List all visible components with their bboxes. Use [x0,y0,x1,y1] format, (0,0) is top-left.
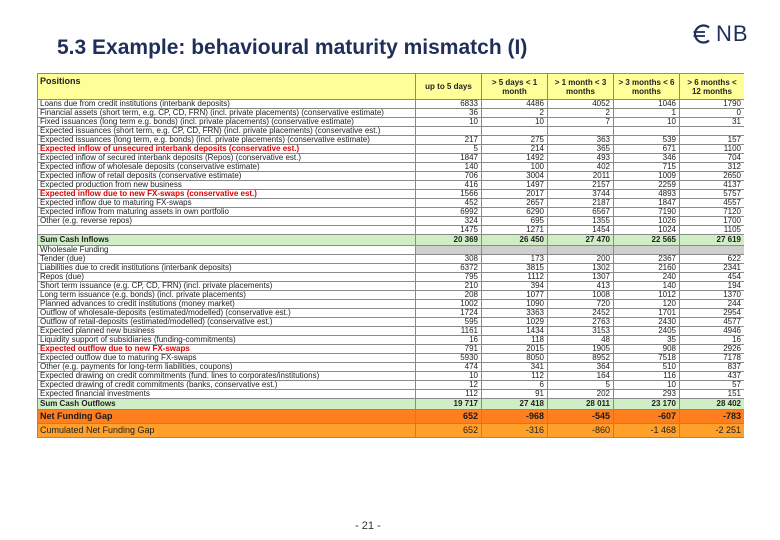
cell-value: 1434 [482,327,548,336]
cell-value: 2011 [548,172,614,181]
cell-value: 1355 [548,217,614,226]
cell-value: 22 565 [614,235,680,246]
cell-value: 112 [416,390,482,399]
cell-value: 1100 [680,145,745,154]
cell-value: 652 [416,424,482,438]
row-label: Expected production from new business [38,181,416,190]
cell-value: 10 [614,118,680,127]
row-label: Cumulated Net Funding Gap [38,424,416,438]
cell-value: 6567 [548,208,614,217]
cell-value: -783 [680,410,745,424]
row-label: Expected inflow due to new FX-swaps (conservative est.) [38,190,416,199]
cell-value: 1029 [482,318,548,327]
cell-value: 275 [482,136,548,145]
cell-value: 10 [614,381,680,390]
table-row [38,318,745,327]
cell-value: 365 [548,145,614,154]
cell-value: 2367 [614,255,680,264]
cell-value: 452 [416,199,482,208]
cell-value: 1024 [614,226,680,235]
table-row [38,100,745,109]
cell-value: 1002 [416,300,482,309]
maturity-mismatch-table [37,73,744,438]
row-label: Sum Cash Outflows [38,399,416,410]
section-filler-cell [680,246,745,255]
cell-value: -607 [614,410,680,424]
table-row [38,264,745,273]
cell-value: 1009 [614,172,680,181]
sum-cash-outflows-row [38,399,745,410]
cell-value: 3004 [482,172,548,181]
cell-value: 202 [548,390,614,399]
cell-value: 7190 [614,208,680,217]
cell-value: 200 [548,255,614,264]
cell-value [548,127,614,136]
table-row [38,136,745,145]
row-label: Short term issuance (e.g. CP, CD, FRN) (incl. private placements) [38,282,416,291]
table-row [38,327,745,336]
cell-value: -860 [548,424,614,438]
cell-value: 2405 [614,327,680,336]
cell-value: 164 [548,372,614,381]
table-row [38,354,745,363]
column-header-positions: Positions [38,74,416,100]
cell-value: 4486 [482,100,548,109]
cell-value: 454 [680,273,745,282]
logo-text: NB [716,21,749,46]
table-row [38,217,745,226]
page-number: - 21 - [355,520,381,532]
cell-value: 48 [548,336,614,345]
row-label: Financial assets (short term, e.g. CP, CD, FRN) (incl. private placements) (conservative estimate) [38,109,416,118]
cell-value: 1724 [416,309,482,318]
cell-value: 27 470 [548,235,614,246]
table-row [38,172,745,181]
cell-value: 1847 [416,154,482,163]
table-row [38,273,745,282]
section-filler-cell [416,246,482,255]
cell-value: 120 [614,300,680,309]
row-label: Long term issuance (e.g. bonds) (incl. private placements) [38,291,416,300]
cell-value: 2341 [680,264,745,273]
cell-value: 2259 [614,181,680,190]
row-label: Expected inflow due to maturing FX-swaps [38,199,416,208]
cell-value: 31 [680,118,745,127]
cell-value: 1700 [680,217,745,226]
cell-value: 4893 [614,190,680,199]
cell-value: 720 [548,300,614,309]
cell-value: 1905 [548,345,614,354]
cell-value: 5757 [680,190,745,199]
cell-value: 1701 [614,309,680,318]
table-row [38,291,745,300]
cell-value: 510 [614,363,680,372]
column-header-bucket: up to 5 days [416,74,482,100]
cell-value: 214 [482,145,548,154]
cell-value: 1077 [482,291,548,300]
cell-value: 91 [482,390,548,399]
cell-value: 217 [416,136,482,145]
row-label: Sum Cash Inflows [38,235,416,246]
section-filler-cell [548,246,614,255]
cell-value: 157 [680,136,745,145]
section-label: Wholesale Funding [38,246,416,255]
cell-value: 671 [614,145,680,154]
cell-value: 2452 [548,309,614,318]
cell-value: 6992 [416,208,482,217]
cell-value: 6372 [416,264,482,273]
row-label: Expected inflow of unsecured interbank deposits (conservative est.) [38,145,416,154]
column-header-bucket: > 5 days < 1 month [482,74,548,100]
column-header-bucket: > 1 month < 3 months [548,74,614,100]
cell-value: 795 [416,273,482,282]
slide-title: 5.3 Example: behavioural maturity mismatch (I) [57,36,528,59]
cell-value: 6290 [482,208,548,217]
cell-value: 5 [548,381,614,390]
cell-value: 1090 [482,300,548,309]
cell-value: 1302 [548,264,614,273]
cell-value: 210 [416,282,482,291]
cell-value: 293 [614,390,680,399]
table-row [38,181,745,190]
cell-value: 12 [416,381,482,390]
cell-value: 2954 [680,309,745,318]
cell-value: 8050 [482,354,548,363]
cell-value: 28 402 [680,399,745,410]
table-body [38,100,745,438]
row-label: Expected inflow of secured interbank deposits (Repos) (conservative est.) [38,154,416,163]
cell-value: 416 [416,181,482,190]
row-label: Expected issuances (short term, e.g. CP, CD, FRN) (incl. private placements) (conservative est.) [38,127,416,136]
cell-value: 118 [482,336,548,345]
row-label: Expected financial investments [38,390,416,399]
cell-value: 208 [416,291,482,300]
cell-value: 364 [548,363,614,372]
table-row [38,118,745,127]
cell-value: 706 [416,172,482,181]
cell-value: 151 [680,390,745,399]
sum-cash-inflows-row [38,235,745,246]
table-row [38,372,745,381]
cell-value: 23 170 [614,399,680,410]
cell-value: 324 [416,217,482,226]
cell-value: 7120 [680,208,745,217]
cell-value [680,127,745,136]
cell-value: 4137 [680,181,745,190]
cell-value: 2015 [482,345,548,354]
table-row [38,390,745,399]
row-label: Repos (due) [38,273,416,282]
cell-value: 622 [680,255,745,264]
cell-value: 837 [680,363,745,372]
table-row [38,127,745,136]
cell-value: 173 [482,255,548,264]
cell-value: 27 418 [482,399,548,410]
cell-value [482,127,548,136]
cell-value: 1026 [614,217,680,226]
cell-value: 7518 [614,354,680,363]
row-label: Other (e.g. reverse repos) [38,217,416,226]
row-label: Expected inflow from maturing assets in own portfolio [38,208,416,217]
maturity-mismatch-table-wrapper [37,73,744,511]
cell-value: 240 [614,273,680,282]
cell-value: -545 [548,410,614,424]
cell-value: 8952 [548,354,614,363]
cell-value: 6 [482,381,548,390]
row-label: Tender (due) [38,255,416,264]
cell-value: 1307 [548,273,614,282]
row-label: Planned advances to credit institutions (money market) [38,300,416,309]
row-label: Outflow of retail-deposits (estimated/modelled) (conservative est.) [38,318,416,327]
cell-value: 2157 [548,181,614,190]
table-row [38,363,745,372]
cell-value: 413 [548,282,614,291]
net-funding-gap-row [38,410,745,424]
cell-value: 27 619 [680,235,745,246]
cell-value: 10 [416,372,482,381]
cell-value: 2763 [548,318,614,327]
row-label: Expected issuances (long term, e.g. bonds) (incl. private placements) (conservative estimate) [38,136,416,145]
cell-value: 26 450 [482,235,548,246]
cell-value: 140 [614,282,680,291]
cell-value: 4557 [680,199,745,208]
cell-value: 1012 [614,291,680,300]
cell-value: 1105 [680,226,745,235]
cell-value: 4946 [680,327,745,336]
cell-value: 3815 [482,264,548,273]
cell-value: 3153 [548,327,614,336]
cell-value: 1847 [614,199,680,208]
cell-value: 2650 [680,172,745,181]
column-header-bucket: > 6 months < 12 months [680,74,745,100]
table-row [38,190,745,199]
row-label: Expected outflow due to new FX-swaps [38,345,416,354]
row-label: Liquidity support of subsidiaries (funding-commitments) [38,336,416,345]
cell-value: 112 [482,372,548,381]
cell-value: 1161 [416,327,482,336]
table-row [38,255,745,264]
cell-value: 7 [548,118,614,127]
cell-value: 695 [482,217,548,226]
cell-value: 493 [548,154,614,163]
cell-value: 16 [680,336,745,345]
cell-value: 402 [548,163,614,172]
row-label: Outflow of wholesale-deposits (estimated/modelled) (conservative est.) [38,309,416,318]
table-row [38,109,745,118]
cell-value: 35 [614,336,680,345]
cell-value: 1497 [482,181,548,190]
table-row [38,345,745,354]
cell-value: 1370 [680,291,745,300]
cell-value: -968 [482,410,548,424]
cell-value: 2 [482,109,548,118]
cell-value: 1454 [548,226,614,235]
cell-value: 1492 [482,154,548,163]
cell-value: -316 [482,424,548,438]
cell-value: 3363 [482,309,548,318]
table-row [38,154,745,163]
cell-value: 2657 [482,199,548,208]
cell-value: 6833 [416,100,482,109]
table-row [38,381,745,390]
cell-value: 57 [680,381,745,390]
cell-value: 1475 [416,226,482,235]
cell-value: 116 [614,372,680,381]
cell-value: 140 [416,163,482,172]
row-label: Expected outflow due to maturing FX-swaps [38,354,416,363]
cell-value: 791 [416,345,482,354]
section-filler-cell [614,246,680,255]
row-label: Loans due from credit institutions (interbank deposits) [38,100,416,109]
row-label [38,226,416,235]
cell-value: 2017 [482,190,548,199]
cell-value: 1566 [416,190,482,199]
cell-value [614,127,680,136]
table-row [38,282,745,291]
table-row [38,300,745,309]
table-row [38,199,745,208]
cell-value [416,127,482,136]
euro-logo-icon [690,22,714,46]
logo [690,20,754,48]
cell-value: 2160 [614,264,680,273]
cell-value: 2430 [614,318,680,327]
cell-value: 19 717 [416,399,482,410]
cell-value: 5 [416,145,482,154]
cell-value: 474 [416,363,482,372]
cell-value: 3744 [548,190,614,199]
row-label: Net Funding Gap [38,410,416,424]
section-filler-cell [482,246,548,255]
row-label: Expected drawing on credit commitments (fund. lines to corporates/institutions) [38,372,416,381]
cell-value: 36 [416,109,482,118]
cell-value: 4052 [548,100,614,109]
cell-value: 346 [614,154,680,163]
cell-value: 341 [482,363,548,372]
cell-value: 908 [614,345,680,354]
table-row [38,309,745,318]
cell-value: 20 369 [416,235,482,246]
column-header-bucket: > 3 months < 6 months [614,74,680,100]
cell-value: 10 [482,118,548,127]
table-header-row [38,74,745,100]
cell-value: 704 [680,154,745,163]
cell-value: 28 011 [548,399,614,410]
cell-value: 7178 [680,354,745,363]
cell-value: 1 [614,109,680,118]
cell-value: 312 [680,163,745,172]
cell-value: 1046 [614,100,680,109]
cell-value: 715 [614,163,680,172]
cell-value: 652 [416,410,482,424]
row-label: Liabilities due to credit institutions (interbank deposits) [38,264,416,273]
table-row [38,226,745,235]
table-row [38,163,745,172]
cell-value: 595 [416,318,482,327]
cell-value: 437 [680,372,745,381]
cell-value: -2 251 [680,424,745,438]
cell-value: 2 [548,109,614,118]
row-label: Fixed issuances (long term e.g. bonds) (incl. private placements) (conservative estimate) [38,118,416,127]
table-row [38,336,745,345]
cell-value: 2187 [548,199,614,208]
row-label: Expected inflow of wholesale deposits (conservative estimate) [38,163,416,172]
cell-value: 10 [416,118,482,127]
cell-value: 308 [416,255,482,264]
wholesale-funding-section-row [38,246,745,255]
row-label: Expected inflow of retail deposits (conservative estimate) [38,172,416,181]
cell-value: 1271 [482,226,548,235]
cell-value: 363 [548,136,614,145]
cell-value: 194 [680,282,745,291]
cell-value: 394 [482,282,548,291]
cell-value: 100 [482,163,548,172]
table-row [38,208,745,217]
cell-value: 2926 [680,345,745,354]
row-label: Expected drawing of credit commitments (banks, conservative est.) [38,381,416,390]
row-label: Expected planned new business [38,327,416,336]
cell-value: 5930 [416,354,482,363]
cell-value: 4577 [680,318,745,327]
cell-value: 1790 [680,100,745,109]
cell-value: 1008 [548,291,614,300]
cell-value: 0 [680,109,745,118]
cell-value: 244 [680,300,745,309]
row-label: Other (e.g. payments for long-term liabilities, coupons) [38,363,416,372]
cell-value: 539 [614,136,680,145]
cumulated-net-funding-gap-row [38,424,745,438]
cell-value: 16 [416,336,482,345]
table-row [38,145,745,154]
cell-value: -1 468 [614,424,680,438]
cell-value: 1112 [482,273,548,282]
